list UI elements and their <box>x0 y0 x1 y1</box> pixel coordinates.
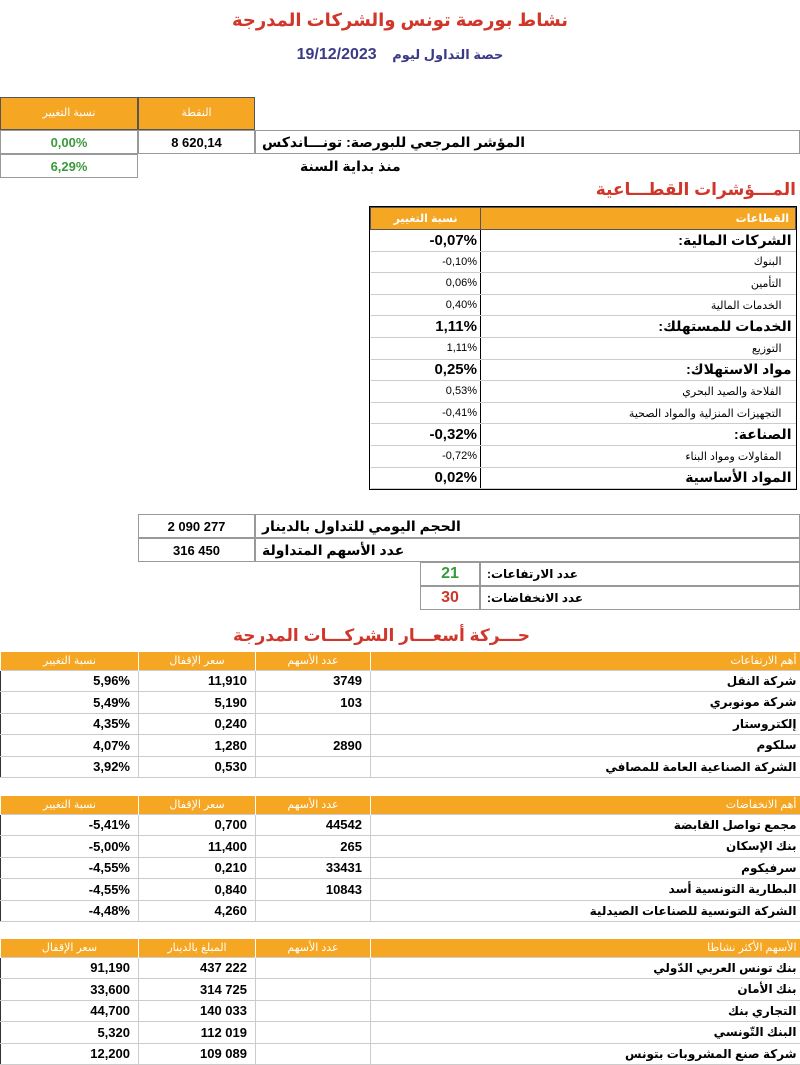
active-cell: 140 033 <box>139 1000 256 1022</box>
active-cell <box>256 979 371 1001</box>
sectors-col-sectors: القطاعات <box>481 208 796 230</box>
losers-cell: -5,41% <box>1 814 139 836</box>
sector-change: -0,41% <box>371 402 481 424</box>
sector-row <box>371 445 796 467</box>
gainers-cell: 5,96% <box>1 670 139 692</box>
losers-row <box>1 814 800 836</box>
losers-cell: 33431 <box>256 857 371 879</box>
index-value: 8 620,14 <box>138 130 255 154</box>
sectors-title: المـــؤشرات القطـــاعية <box>396 180 796 200</box>
sectors-table <box>369 206 797 490</box>
sector-label: المواد الأساسية <box>481 467 796 489</box>
losers-cell: 11,400 <box>139 836 256 858</box>
losers-cell: -4,55% <box>1 879 139 901</box>
company-name: إلكتروستار <box>371 713 800 735</box>
gainers-row <box>1 756 800 778</box>
sector-row <box>371 273 796 295</box>
active-cell: 44,700 <box>1 1000 139 1022</box>
active-col-header: الأسهم الأكثر نشاطا <box>371 939 800 957</box>
active-cell: 314 725 <box>139 979 256 1001</box>
ups-count: 21 <box>420 562 480 586</box>
company-name: التجاري بنك <box>371 1000 800 1022</box>
sector-label: البنوك <box>481 251 796 273</box>
active-col-header: عدد الأسهم <box>256 939 371 957</box>
sector-label: الشركات المالية: <box>481 230 796 252</box>
ups-label: عدد الارتفاعات: <box>480 562 800 586</box>
gainers-cell: 103 <box>256 692 371 714</box>
losers-cell: 265 <box>256 836 371 858</box>
sector-row <box>371 467 796 489</box>
sector-label: الخدمات للمستهلك: <box>481 316 796 338</box>
sector-row <box>371 359 796 381</box>
ytd-change: 6,29% <box>0 154 138 178</box>
sector-label: مواد الاستهلاك: <box>481 359 796 381</box>
gainers-row <box>1 735 800 757</box>
sector-row <box>371 294 796 316</box>
company-name: بنك تونس العربي الدّولي <box>371 957 800 979</box>
sector-label: التوزيع <box>481 337 796 359</box>
gainers-cell <box>256 713 371 735</box>
gainers-cell <box>256 756 371 778</box>
movement-title: حـــركة أسعـــار الشركـــات المدرجة <box>130 626 530 646</box>
gainers-col-header: سعر الإقفال <box>139 652 256 670</box>
daily-volume-label: الحجم اليومي للتداول بالدينار <box>255 514 800 538</box>
index-col-change: نسبة التغيير <box>0 97 138 130</box>
company-name: البنك التّونسي <box>371 1022 800 1044</box>
active-cell: 91,190 <box>1 957 139 979</box>
session-line <box>0 46 800 64</box>
losers-col-header: نسبة التغيير <box>1 796 139 814</box>
losers-cell: -5,00% <box>1 836 139 858</box>
gainers-row <box>1 713 800 735</box>
sector-change: -0,72% <box>371 445 481 467</box>
sector-row <box>371 424 796 446</box>
losers-col-header: أهم الانخفاضات <box>371 796 800 814</box>
company-name: بنك الأمان <box>371 979 800 1001</box>
sector-label: المقاولات ومواد البناء <box>481 445 796 467</box>
losers-cell: -4,55% <box>1 857 139 879</box>
losers-cell: 0,210 <box>139 857 256 879</box>
active-row <box>1 957 800 979</box>
index-name: المؤشر المرجعي للبورصة: تونـــاندكس <box>255 130 800 154</box>
losers-table <box>0 796 800 922</box>
active-row <box>1 1000 800 1022</box>
active-cell: 112 019 <box>139 1022 256 1044</box>
downs-label: عدد الانخفاضات: <box>480 586 800 610</box>
company-name: بنك الإسكان <box>371 836 800 858</box>
active-cell: 12,200 <box>1 1043 139 1065</box>
sector-change: 0,40% <box>371 294 481 316</box>
sector-label: التجهيزات المنزلية والمواد الصحية <box>481 402 796 424</box>
sector-row <box>371 337 796 359</box>
losers-cell: 0,840 <box>139 879 256 901</box>
gainers-row <box>1 670 800 692</box>
sector-label: التأمين <box>481 273 796 295</box>
gainers-cell: 5,49% <box>1 692 139 714</box>
gainers-cell: 11,910 <box>139 670 256 692</box>
ytd-label: منذ بداية السنة <box>300 154 494 178</box>
sector-change: 1,11% <box>371 337 481 359</box>
active-col-header: سعر الإقفال <box>1 939 139 957</box>
gainers-cell: 3749 <box>256 670 371 692</box>
active-cell: 5,320 <box>1 1022 139 1044</box>
losers-cell: -4,48% <box>1 900 139 922</box>
company-name: الشركة الصناعية العامة للمصافي <box>371 756 800 778</box>
active-row <box>1 1043 800 1065</box>
gainers-cell: 2890 <box>256 735 371 757</box>
active-cell <box>256 1022 371 1044</box>
gainers-col-header: نسبة التغيير <box>1 652 139 670</box>
losers-cell: 44542 <box>256 814 371 836</box>
gainers-cell: 3,92% <box>1 756 139 778</box>
gainers-cell: 1,280 <box>139 735 256 757</box>
sector-change: -0,10% <box>371 251 481 273</box>
downs-count: 30 <box>420 586 480 610</box>
sector-row <box>371 402 796 424</box>
sector-change: 0,25% <box>371 359 481 381</box>
active-cell: 437 222 <box>139 957 256 979</box>
index-col-point: النقطة <box>138 97 255 130</box>
company-name: شركة مونوبري <box>371 692 800 714</box>
gainers-col-header: عدد الأسهم <box>256 652 371 670</box>
losers-row <box>1 857 800 879</box>
sector-change: 0,02% <box>371 467 481 489</box>
active-cell <box>256 1043 371 1065</box>
gainers-col-header: أهم الارتفاعات <box>371 652 800 670</box>
active-table <box>0 939 800 1065</box>
active-cell <box>256 1000 371 1022</box>
losers-row <box>1 836 800 858</box>
sector-label: الصناعة: <box>481 424 796 446</box>
shares-traded-value: 316 450 <box>138 538 255 562</box>
daily-volume-value: 2 090 277 <box>138 514 255 538</box>
gainers-cell: 4,35% <box>1 713 139 735</box>
active-cell: 33,600 <box>1 979 139 1001</box>
company-name: شركة صنع المشروبات بتونس <box>371 1043 800 1065</box>
sector-row <box>371 316 796 338</box>
losers-row <box>1 879 800 901</box>
sectors-col-change: نسبة التغيير <box>371 208 481 230</box>
sector-change: 1,11% <box>371 316 481 338</box>
sector-row <box>371 251 796 273</box>
page-title: نشاط بورصة تونس والشركات المدرجة <box>0 10 800 31</box>
company-name: مجمع تواصل القابضة <box>371 814 800 836</box>
company-name: الشركة التونسية للصناعات الصيدلية <box>371 900 800 922</box>
losers-row <box>1 900 800 922</box>
gainers-table <box>0 652 800 778</box>
gainers-cell: 0,530 <box>139 756 256 778</box>
sector-row <box>371 230 796 252</box>
losers-cell: 4,260 <box>139 900 256 922</box>
active-col-header: المبلغ بالدينار <box>139 939 256 957</box>
sector-change: -0,32% <box>371 424 481 446</box>
company-name: سلكوم <box>371 735 800 757</box>
sector-change: 0,06% <box>371 273 481 295</box>
sector-change: 0,53% <box>371 381 481 403</box>
sector-change: -0,07% <box>371 230 481 252</box>
gainers-cell: 4,07% <box>1 735 139 757</box>
sector-row <box>371 381 796 403</box>
active-row <box>1 979 800 1001</box>
company-name: شركة النقل <box>371 670 800 692</box>
sector-label: الفلاحة والصيد البحري <box>481 381 796 403</box>
session-label: حصة التداول ليوم <box>392 47 503 62</box>
company-name: سرفيكوم <box>371 857 800 879</box>
active-cell <box>256 957 371 979</box>
shares-traded-label: عدد الأسهم المتداولة <box>255 538 800 562</box>
company-name: البطارية التونسية أسد <box>371 879 800 901</box>
gainers-row <box>1 692 800 714</box>
index-change: 0,00% <box>0 130 138 154</box>
sector-label: الخدمات المالية <box>481 294 796 316</box>
losers-col-header: عدد الأسهم <box>256 796 371 814</box>
active-row <box>1 1022 800 1044</box>
losers-col-header: سعر الإقفال <box>139 796 256 814</box>
gainers-cell: 5,190 <box>139 692 256 714</box>
active-cell: 109 089 <box>139 1043 256 1065</box>
gainers-cell: 0,240 <box>139 713 256 735</box>
losers-cell: 10843 <box>256 879 371 901</box>
losers-cell: 0,700 <box>139 814 256 836</box>
session-date: 19/12/2023 <box>297 46 377 63</box>
losers-cell <box>256 900 371 922</box>
